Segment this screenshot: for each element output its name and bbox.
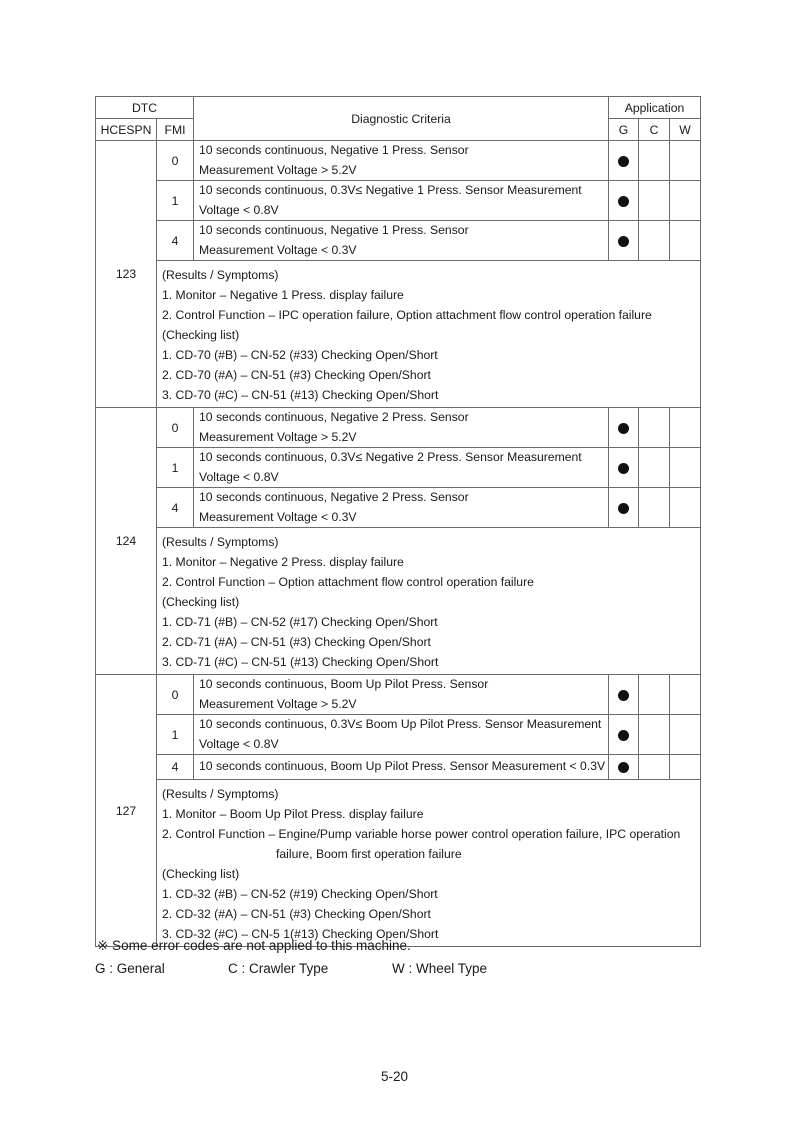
results-line: (Results / Symptoms) [162, 787, 279, 801]
footnote: ※ Some error codes are not applied to this machine. [97, 938, 411, 953]
wheel-cell [670, 141, 701, 181]
applied-dot-icon [618, 423, 629, 434]
wheel-cell [670, 448, 701, 488]
applied-dot-icon [618, 236, 629, 247]
criteria-line: Measurement Voltage > 5.2V [199, 696, 357, 711]
results-row [96, 528, 701, 675]
criteria-line: Voltage < 0.8V [199, 736, 279, 751]
applied-dot-icon [618, 730, 629, 741]
crawler-cell [639, 221, 670, 261]
wheel-cell [670, 488, 701, 528]
crawler-cell [639, 408, 670, 448]
criteria-line: Measurement Voltage < 0.3V [199, 242, 357, 257]
criteria-line: 10 seconds continuous, 0.3V≤ Boom Up Pilot Press. Sensor Measurement [199, 717, 602, 731]
crawler-cell [639, 675, 670, 715]
criteria-text [194, 408, 609, 448]
results-row [96, 780, 701, 947]
hcespn-code: 124 [96, 408, 157, 675]
crawler-column-header: C [639, 119, 670, 141]
applied-dot-icon [618, 156, 629, 167]
general-cell [609, 141, 639, 181]
criteria-header: Diagnostic Criteria [194, 97, 609, 141]
criteria-line: 10 seconds continuous, 0.3V≤ Negative 2 Press. Sensor Measurement [199, 450, 582, 464]
criteria-row [96, 488, 701, 528]
results-line: 3. CD-32 (#C) – CN-5 1(#13) Checking Open/Short [162, 927, 439, 941]
applied-dot-icon [618, 463, 629, 474]
results-line: 2. Control Function – Engine/Pump variable horse power control operation failure, IPC operation [162, 827, 681, 841]
crawler-cell [639, 488, 670, 528]
results-line: (Results / Symptoms) [162, 268, 279, 282]
fmi-header: FMI [157, 119, 194, 141]
general-cell [609, 715, 639, 755]
results-line: (Checking list) [162, 867, 240, 881]
criteria-text [194, 675, 609, 715]
results-text [157, 261, 701, 408]
criteria-line: 10 seconds continuous, Boom Up Pilot Press. Sensor [199, 677, 489, 691]
criteria-text [194, 755, 609, 780]
dtc-table [95, 96, 701, 947]
crawler-cell [639, 715, 670, 755]
results-line: (Checking list) [162, 328, 240, 342]
fmi-code: 0 [157, 408, 194, 448]
wheel-cell [670, 755, 701, 780]
general-cell [609, 408, 639, 448]
results-line: 1. Monitor – Negative 1 Press. display failure [162, 288, 404, 302]
criteria-row [96, 755, 701, 780]
fmi-code: 1 [157, 715, 194, 755]
criteria-text [194, 181, 609, 221]
applied-dot-icon [618, 196, 629, 207]
criteria-row [96, 221, 701, 261]
results-line: failure, Boom first operation failure [276, 847, 462, 861]
fmi-code: 4 [157, 488, 194, 528]
criteria-line: 10 seconds continuous, Negative 2 Press. Sensor [199, 410, 469, 424]
fmi-code: 0 [157, 141, 194, 181]
crawler-cell [639, 755, 670, 780]
fmi-code: 4 [157, 755, 194, 780]
criteria-text [194, 448, 609, 488]
criteria-text [194, 488, 609, 528]
criteria-row [96, 715, 701, 755]
results-line: 2. CD-70 (#A) – CN-51 (#3) Checking Open/Short [162, 368, 431, 382]
results-line: 3. CD-71 (#C) – CN-51 (#13) Checking Open/Short [162, 655, 439, 669]
general-cell [609, 448, 639, 488]
hcespn-code: 127 [96, 675, 157, 947]
results-line: 1. Monitor – Boom Up Pilot Press. display failure [162, 807, 424, 821]
fmi-code: 1 [157, 448, 194, 488]
results-line: 1. CD-32 (#B) – CN-52 (#19) Checking Open/Short [162, 887, 438, 901]
wheel-cell [670, 408, 701, 448]
fmi-code: 4 [157, 221, 194, 261]
legend-general: G : General [95, 961, 165, 976]
criteria-row [96, 448, 701, 488]
criteria-text [194, 141, 609, 181]
results-line: 2. Control Function – Option attachment flow control operation failure [162, 575, 534, 589]
crawler-cell [639, 181, 670, 221]
results-row [96, 261, 701, 408]
applied-dot-icon [618, 762, 629, 773]
results-line: 2. CD-32 (#A) – CN-51 (#3) Checking Open/Short [162, 907, 431, 921]
results-line: 2. Control Function – IPC operation failure, Option attachment flow control operation failure [162, 308, 652, 322]
hcespn-code: 123 [96, 141, 157, 408]
fmi-code: 0 [157, 675, 194, 715]
criteria-row [96, 181, 701, 221]
criteria-line: Measurement Voltage > 5.2V [199, 162, 357, 177]
criteria-line: Voltage < 0.8V [199, 469, 279, 484]
criteria-line: 10 seconds continuous, Negative 1 Press. Sensor [199, 143, 469, 157]
fmi-code: 1 [157, 181, 194, 221]
results-text [157, 780, 701, 947]
criteria-text [194, 715, 609, 755]
criteria-line: 10 seconds continuous, Negative 2 Press. Sensor [199, 490, 469, 504]
results-line: (Results / Symptoms) [162, 535, 279, 549]
criteria-row [96, 408, 701, 448]
applied-dot-icon [618, 690, 629, 701]
crawler-cell [639, 141, 670, 181]
criteria-line: Voltage < 0.8V [199, 202, 279, 217]
criteria-line: 10 seconds continuous, 0.3V≤ Negative 1 Press. Sensor Measurement [199, 183, 582, 197]
dtc-header: DTC [96, 97, 194, 119]
application-header: Application [609, 97, 701, 119]
results-line: (Checking list) [162, 595, 240, 609]
criteria-text [194, 221, 609, 261]
results-line: 2. CD-71 (#A) – CN-51 (#3) Checking Open/Short [162, 635, 431, 649]
general-cell [609, 221, 639, 261]
criteria-row [96, 141, 701, 181]
criteria-line: Measurement Voltage < 0.3V [199, 509, 357, 524]
wheel-cell [670, 181, 701, 221]
hcespn-header: HCESPN [96, 119, 157, 141]
results-line: 3. CD-70 (#C) – CN-51 (#13) Checking Open/Short [162, 388, 439, 402]
results-text [157, 528, 701, 675]
legend-crawler: C : Crawler Type [228, 961, 329, 976]
general-cell [609, 488, 639, 528]
general-cell [609, 755, 639, 780]
criteria-line: 10 seconds continuous, Negative 1 Press. Sensor [199, 223, 469, 237]
results-line: 1. Monitor – Negative 2 Press. display failure [162, 555, 404, 569]
results-line: 1. CD-71 (#B) – CN-52 (#17) Checking Open/Short [162, 615, 438, 629]
wheel-cell [670, 221, 701, 261]
wheel-cell [670, 675, 701, 715]
wheel-column-header: W [670, 119, 701, 141]
general-cell [609, 181, 639, 221]
crawler-cell [639, 448, 670, 488]
page-number: 5-20 [381, 1069, 409, 1084]
results-line: 1. CD-70 (#B) – CN-52 (#33) Checking Open/Short [162, 348, 438, 362]
criteria-row [96, 675, 701, 715]
applied-dot-icon [618, 503, 629, 514]
wheel-cell [670, 715, 701, 755]
general-cell [609, 675, 639, 715]
criteria-line: 10 seconds continuous, Boom Up Pilot Press. Sensor Measurement < 0.3V [199, 759, 606, 774]
general-column-header: G [609, 119, 639, 141]
criteria-line: Measurement Voltage > 5.2V [199, 429, 357, 444]
legend-wheel: W : Wheel Type [392, 961, 488, 976]
